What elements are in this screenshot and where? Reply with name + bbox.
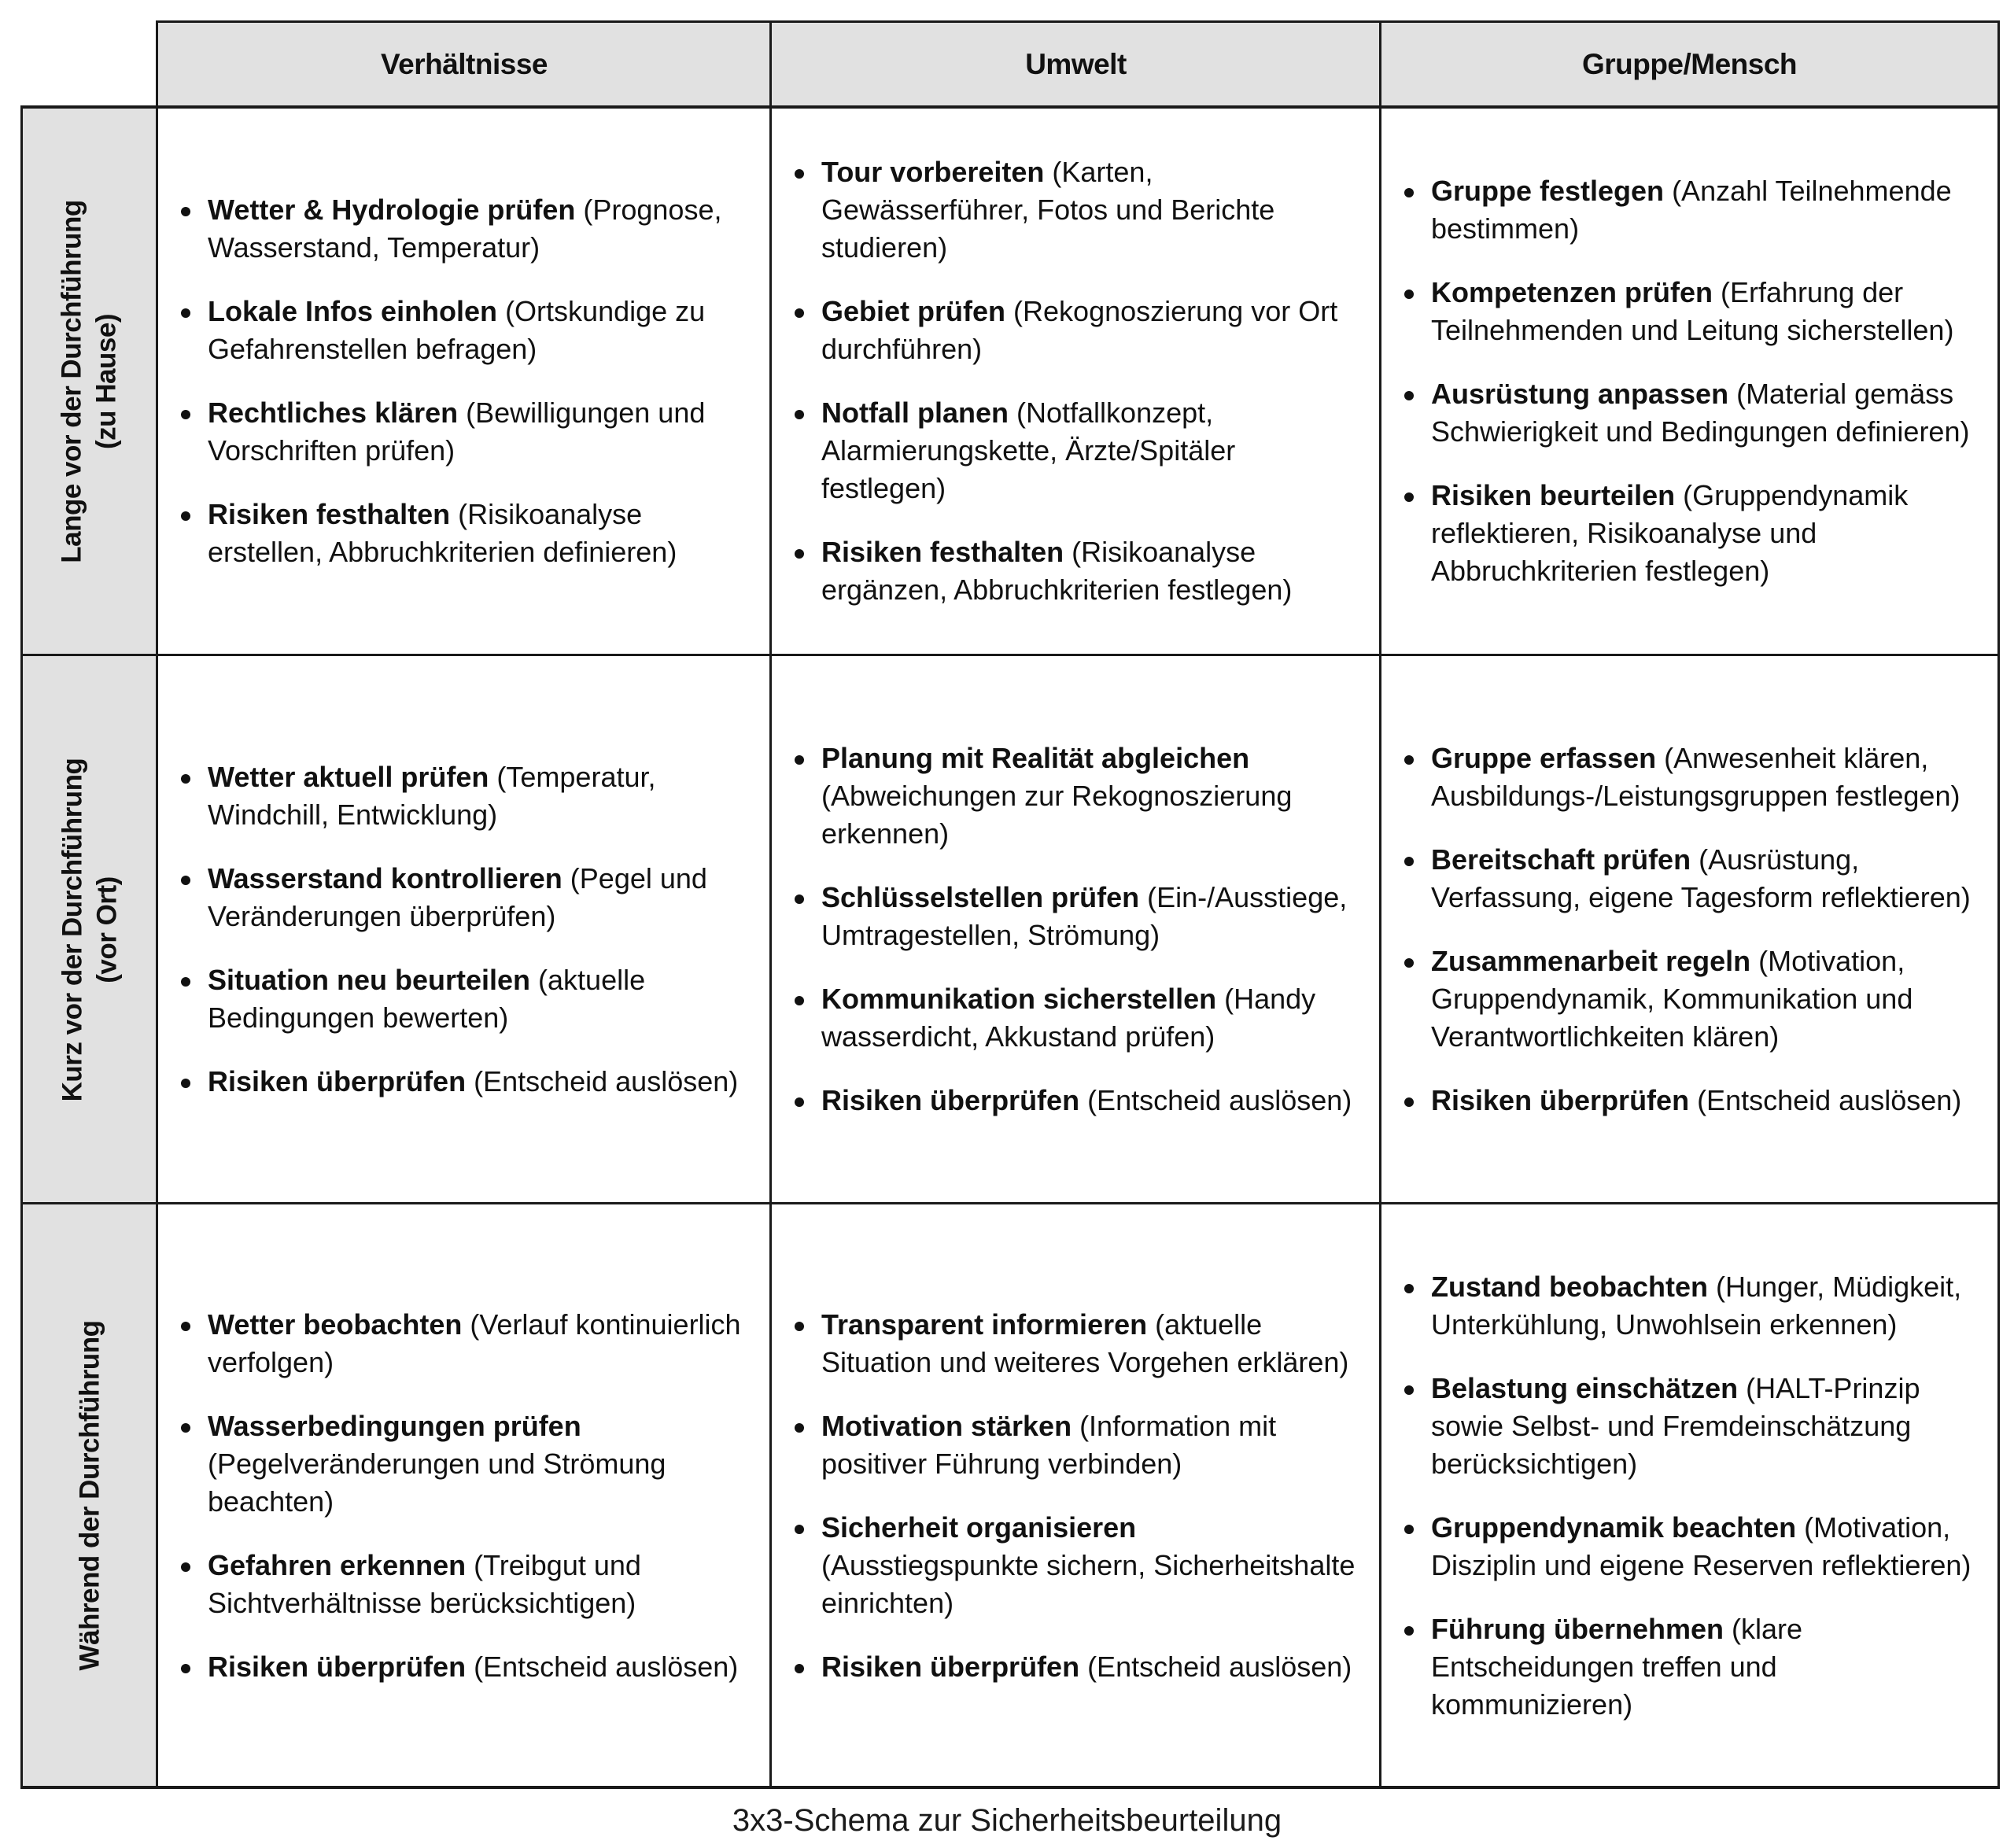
bullet-icon — [181, 308, 190, 318]
list-item — [771, 980, 1381, 1056]
item-title: Motivation stärken — [821, 1409, 1072, 1442]
list-item — [157, 1547, 771, 1622]
item-title: Wetter & Hydrologie prüfen — [208, 194, 576, 226]
item-description: (Temperatur, Windchill, Entwicklung) — [208, 761, 656, 831]
cell-lange-umwelt — [771, 107, 1381, 655]
list-item — [157, 191, 771, 267]
bullet-list — [771, 1306, 1381, 1686]
item-description: (Bewilligungen und Vorschriften prüfen) — [208, 397, 706, 467]
item-description: (Pegelveränderungen und Strömung beachten) — [208, 1447, 666, 1518]
item-description: (Risikoanalyse erstellen, Abbruchkriterien definieren) — [208, 498, 677, 568]
list-item — [157, 1306, 771, 1381]
item-title: Transparent informieren — [821, 1308, 1148, 1341]
item-description: (Ausstiegspunkte sichern, Sicherheitshalte einrichten) — [821, 1548, 1356, 1619]
bullet-icon — [1404, 188, 1414, 197]
item-description: (Entscheid auslösen) — [1689, 1084, 1962, 1116]
list-item — [157, 394, 771, 470]
item-description: (Information mit positiver Führung verbinden) — [821, 1409, 1277, 1480]
grid-line — [20, 654, 2000, 656]
list-item — [1381, 1509, 1998, 1584]
item-title: Gruppendynamik beachten — [1431, 1510, 1797, 1544]
item-title: Wetter beobachten — [208, 1308, 463, 1341]
bullet-list — [157, 1306, 771, 1686]
list-item — [157, 1648, 771, 1686]
item-description: (Ausrüstung, Verfassung, eigene Tagesform reflektieren) — [1431, 843, 1971, 913]
column-header-label: Umwelt — [1025, 48, 1127, 80]
bullet-icon — [1404, 958, 1414, 968]
item-title: Wasserbedingungen prüfen — [208, 1409, 581, 1442]
item-title: Risiken überprüfen — [1431, 1084, 1690, 1116]
item-title: Belastung einschätzen — [1431, 1371, 1739, 1404]
item-description: (Entscheid auslösen) — [1079, 1650, 1352, 1683]
cell-kurz-gruppe — [1381, 655, 1998, 1204]
list-item — [157, 1407, 771, 1521]
row-header-lange-vor — [22, 107, 157, 655]
item-title: Sicherheit organisieren — [821, 1510, 1137, 1544]
item-description: (Treibgut und Sichtverhältnisse berücksichtigen) — [208, 1548, 641, 1619]
list-item — [771, 394, 1381, 507]
item-description: (Verlauf kontinuierlich verfolgen) — [208, 1308, 741, 1378]
list-item — [771, 293, 1381, 368]
bullet-icon — [1404, 1626, 1414, 1636]
bullet-icon — [1404, 857, 1414, 866]
list-item — [771, 879, 1381, 954]
grid-line — [20, 105, 2000, 109]
bullet-icon — [181, 207, 190, 216]
column-header-label: Verhältnisse — [380, 48, 548, 80]
bullet-icon — [181, 876, 190, 885]
list-item — [157, 496, 771, 571]
item-description: (Pegel und Veränderungen überprüfen) — [208, 862, 707, 932]
bullet-icon — [795, 755, 804, 765]
item-description: (Entscheid auslösen) — [1079, 1084, 1352, 1116]
cell-lange-gruppe — [1381, 107, 1998, 655]
bullet-icon — [795, 169, 804, 179]
column-header-label: Gruppe/Mensch — [1581, 48, 1798, 80]
item-description: (Hunger, Müdigkeit, Unterkühlung, Unwohlsein erkennen) — [1431, 1270, 1962, 1341]
bullet-icon — [181, 1079, 190, 1088]
bullet-list — [771, 153, 1381, 609]
bullet-icon — [181, 1423, 190, 1433]
item-description: (Motivation, Disziplin und eigene Reserven reflektieren) — [1431, 1510, 1972, 1581]
bullet-list — [1381, 1268, 1998, 1724]
item-title: Kommunikation sicherstellen — [821, 983, 1217, 1015]
item-description: (Ortskundige zu Gefahrenstellen befragen) — [208, 295, 706, 365]
list-item — [771, 153, 1381, 267]
bullet-icon — [181, 410, 190, 419]
bullet-list — [771, 740, 1381, 1119]
item-title: Gruppe erfassen — [1431, 742, 1657, 774]
item-title: Zustand beobachten — [1431, 1270, 1709, 1303]
item-title: Schlüsselstellen prüfen — [821, 881, 1140, 913]
grid-line — [20, 1786, 2000, 1789]
cell-waehrend-gruppe — [1381, 1204, 1998, 1787]
bullet-icon — [181, 1664, 190, 1673]
bullet-icon — [181, 1322, 190, 1331]
item-title: Gebiet prüfen — [821, 295, 1006, 327]
list-item — [1381, 375, 1998, 451]
item-title: Tour vorbereiten — [821, 156, 1045, 188]
bullet-icon — [795, 1525, 804, 1534]
list-item — [771, 533, 1381, 609]
list-item — [1381, 274, 1998, 349]
item-title: Risiken festhalten — [821, 536, 1064, 568]
list-item — [157, 1063, 771, 1101]
item-title: Notfall planen — [821, 397, 1009, 429]
column-header-umwelt — [771, 22, 1381, 107]
list-item — [771, 740, 1381, 853]
figure-caption: 3x3-Schema zur Sicherheitsbeurteilung — [732, 1803, 1282, 1838]
item-title: Bereitschaft prüfen — [1431, 843, 1691, 876]
item-description: (aktuelle Situation und weiteres Vorgehen erklären) — [821, 1308, 1349, 1378]
grid-line — [1997, 20, 2000, 1789]
row-header-label: Lange vor der Durchführung — [57, 199, 87, 563]
bullet-icon — [1404, 1385, 1414, 1395]
bullet-list — [157, 191, 771, 571]
list-item — [1381, 477, 1998, 590]
row-header-label: Kurz vor der Durchführung — [57, 758, 87, 1101]
item-description: (Notfallkonzept, Alarmierungskette, Ärzte/Spitäler festlegen) — [821, 397, 1236, 504]
item-description: (Entscheid auslösen) — [466, 1065, 739, 1097]
item-title: Zusammenarbeit regeln — [1431, 945, 1751, 977]
column-header-verhaeltnisse — [157, 22, 771, 107]
item-description: (Anwesenheit klären, Ausbildungs-/Leistungsgruppen festlegen) — [1431, 742, 1961, 812]
row-header-waehrend — [22, 1204, 157, 1787]
item-title: Risiken beurteilen — [1431, 479, 1676, 511]
list-item — [157, 860, 771, 935]
grid-line — [156, 20, 158, 1789]
grid-line — [1379, 20, 1381, 1789]
grid-line — [20, 1202, 2000, 1204]
bullet-icon — [1404, 755, 1414, 765]
item-description: (Motivation, Gruppendynamik, Kommunikation und Verantwortlichkeiten klären) — [1431, 945, 1913, 1053]
bullet-icon — [795, 1097, 804, 1107]
item-title: Risiken überprüfen — [208, 1065, 467, 1097]
bullet-icon — [795, 1322, 804, 1331]
bullet-icon — [795, 1423, 804, 1433]
list-item — [157, 758, 771, 834]
item-title: Gefahren erkennen — [208, 1548, 467, 1581]
list-item — [771, 1509, 1381, 1622]
item-description: (Erfahrung der Teilnehmenden und Leitung sicherstellen) — [1431, 276, 1954, 346]
bullet-icon — [181, 511, 190, 521]
item-description: (klare Entscheidungen treffen und kommunizieren) — [1431, 1612, 1803, 1721]
row-header-sublabel: (zu Hause) — [91, 313, 122, 449]
list-item — [1381, 942, 1998, 1056]
list-item — [771, 1407, 1381, 1483]
list-item — [157, 293, 771, 368]
bullet-icon — [1404, 391, 1414, 400]
list-item — [1381, 172, 1998, 248]
row-header-sublabel: (vor Ort) — [91, 876, 122, 983]
bullet-list — [1381, 740, 1998, 1119]
item-title: Kompetenzen prüfen — [1431, 276, 1713, 308]
item-title: Wasserstand kontrollieren — [208, 862, 563, 894]
list-item — [771, 1306, 1381, 1381]
bullet-icon — [795, 996, 804, 1005]
bullet-icon — [1404, 290, 1414, 299]
list-item — [771, 1082, 1381, 1119]
bullet-icon — [1404, 492, 1414, 502]
bullet-icon — [181, 774, 190, 784]
item-description: (aktuelle Bedingungen bewerten) — [208, 964, 646, 1034]
grid-line — [156, 20, 2000, 23]
cell-waehrend-umwelt — [771, 1204, 1381, 1787]
item-title: Planung mit Realität abgleichen — [821, 742, 1250, 774]
item-title: Rechtliches klären — [208, 397, 459, 429]
list-item — [1381, 740, 1998, 815]
item-description: (Karten, Gewässerführer, Fotos und Berichte studieren) — [821, 156, 1275, 264]
bullet-icon — [1404, 1097, 1414, 1107]
row-header-label: Während der Durchführung — [74, 1320, 105, 1671]
column-header-gruppe-mensch — [1381, 22, 1998, 107]
item-description: (Ein-/Ausstiege, Umtragestellen, Strömung) — [821, 881, 1348, 951]
bullet-icon — [795, 549, 804, 559]
item-description: (Prognose, Wasserstand, Temperatur) — [208, 194, 722, 264]
bullet-icon — [795, 308, 804, 318]
item-title: Führung übernehmen — [1431, 1612, 1724, 1645]
cell-kurz-verhaeltnisse — [157, 655, 771, 1204]
item-description: (Abweichungen zur Rekognoszierung erkennen) — [821, 780, 1293, 850]
item-description: (Risikoanalyse ergänzen, Abbruchkriterien festlegen) — [821, 536, 1293, 606]
item-title: Wetter aktuell prüfen — [208, 761, 489, 793]
item-title: Lokale Infos einholen — [208, 295, 498, 327]
item-description: (Handy wasserdicht, Akkustand prüfen) — [821, 983, 1316, 1053]
bullet-icon — [1404, 1525, 1414, 1534]
list-item — [1381, 841, 1998, 917]
bullet-icon — [795, 1664, 804, 1673]
bullet-icon — [181, 977, 190, 987]
item-title: Ausrüstung anpassen — [1431, 378, 1729, 410]
item-description: (Rekognoszierung vor Ort durchführen) — [821, 295, 1338, 365]
item-description: (Entscheid auslösen) — [466, 1650, 739, 1683]
cell-kurz-umwelt — [771, 655, 1381, 1204]
bullet-icon — [795, 410, 804, 419]
grid-line — [20, 105, 23, 1789]
item-description: (Gruppendynamik reflektieren, Risikoanalyse und Abbruchkriterien festlegen) — [1431, 479, 1909, 587]
item-description: (Anzahl Teilnehmende bestimmen) — [1431, 175, 1952, 245]
item-description: (Material gemäss Schwierigkeit und Bedingungen definieren) — [1431, 378, 1970, 448]
item-title: Risiken überprüfen — [821, 1650, 1080, 1683]
row-header-kurz-vor — [22, 655, 157, 1204]
list-item — [1381, 1610, 1998, 1724]
cell-waehrend-verhaeltnisse — [157, 1204, 771, 1787]
bullet-icon — [1404, 1284, 1414, 1293]
item-title: Risiken festhalten — [208, 498, 451, 530]
item-description: (HALT-Prinzip sowie Selbst- und Fremdeinschätzung berücksichtigen) — [1431, 1371, 1920, 1480]
list-item — [771, 1648, 1381, 1686]
grid-line — [769, 20, 772, 1789]
list-item — [1381, 1268, 1998, 1344]
bullet-list — [1381, 172, 1998, 590]
item-title: Gruppe festlegen — [1431, 175, 1665, 207]
item-title: Situation neu beurteilen — [208, 964, 531, 996]
bullet-icon — [795, 894, 804, 904]
cell-lange-verhaeltnisse — [157, 107, 771, 655]
bullet-icon — [181, 1562, 190, 1572]
list-item — [1381, 1082, 1998, 1119]
item-title: Risiken überprüfen — [208, 1650, 467, 1683]
bullet-list — [157, 758, 771, 1101]
list-item — [1381, 1370, 1998, 1483]
item-title: Risiken überprüfen — [821, 1084, 1080, 1116]
list-item — [157, 961, 771, 1037]
